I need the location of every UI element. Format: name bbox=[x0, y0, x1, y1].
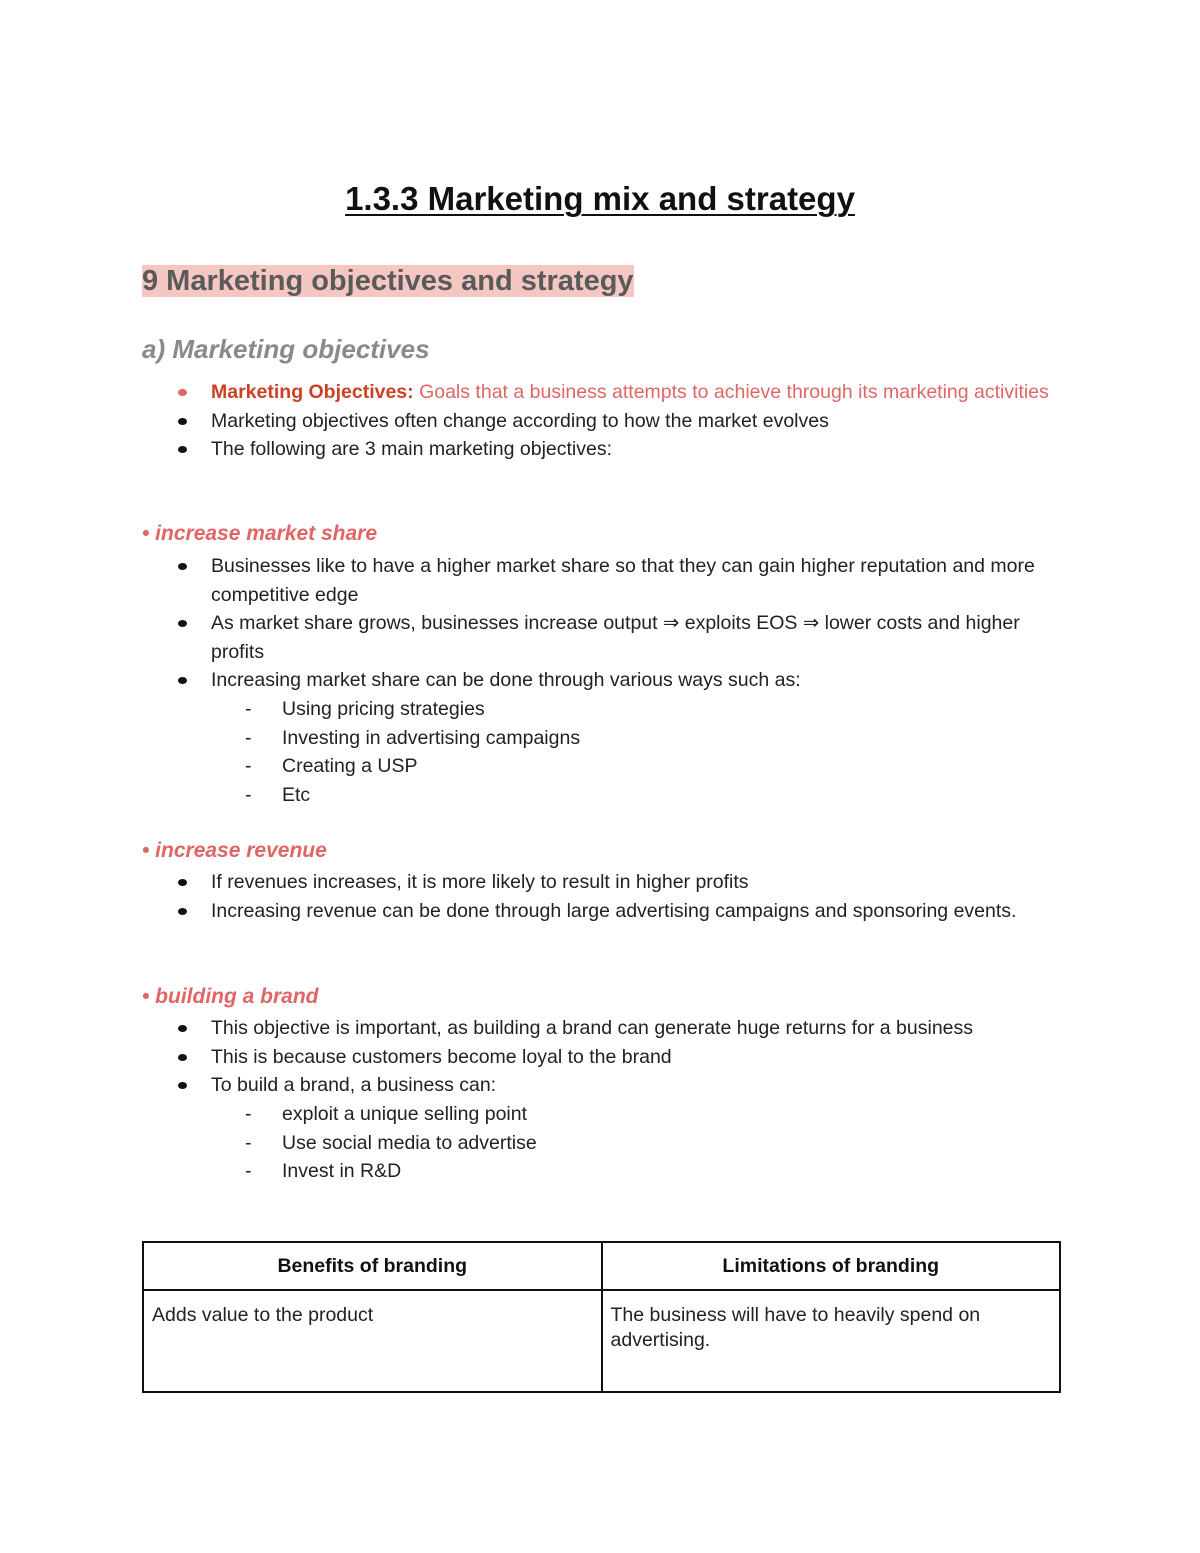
section-heading-text: 9 Marketing objectives and strategy bbox=[142, 265, 634, 297]
sub-list-item bbox=[0, 1100, 1100, 1129]
list-item-text: Increasing revenue can be done through large advertising campaigns and sponsoring events. bbox=[211, 899, 1017, 922]
list-item-text: The following are 3 main marketing objectives: bbox=[211, 438, 613, 460]
revenue-bullet-list bbox=[0, 868, 1100, 925]
list-item bbox=[0, 1043, 1071, 1072]
sub-list-item bbox=[0, 695, 1100, 724]
list-item bbox=[0, 552, 1071, 609]
list-item bbox=[0, 609, 1071, 666]
intro-bullet-list bbox=[0, 378, 1100, 464]
bullet-dot-icon bbox=[178, 879, 187, 886]
dash-marker: - bbox=[245, 726, 252, 749]
list-item-text: Increasing market share can be done through various ways such as: bbox=[211, 669, 801, 691]
dash-marker: - bbox=[245, 1131, 252, 1154]
list-item-text: This is because customers become loyal to the brand bbox=[211, 1045, 672, 1068]
list-item bbox=[0, 868, 1071, 897]
sub-list-item bbox=[0, 781, 1100, 810]
sub-list-item-text: Invest in R&D bbox=[282, 1160, 402, 1182]
dash-marker: - bbox=[245, 1103, 252, 1125]
market-share-bullet-list bbox=[0, 552, 1100, 695]
definition-term: Marketing Objectives: bbox=[211, 381, 414, 403]
topic-heading-brand: • building a brand bbox=[142, 985, 319, 1008]
dash-marker: - bbox=[245, 755, 252, 777]
table-header-benefits: Benefits of branding bbox=[143, 1242, 602, 1290]
list-item bbox=[0, 1014, 1071, 1043]
sub-list-item-text: Etc bbox=[282, 783, 311, 806]
list-item bbox=[0, 1071, 1071, 1100]
dash-marker: - bbox=[245, 698, 252, 720]
table-header-row bbox=[143, 1242, 1060, 1290]
branding-table bbox=[142, 1241, 1061, 1393]
table-row bbox=[143, 1290, 1060, 1392]
sub-list-item-text: Creating a USP bbox=[282, 755, 418, 777]
brand-sub-list bbox=[0, 1100, 1100, 1186]
bullet-dot-icon bbox=[178, 1082, 187, 1089]
list-item-text: Marketing objectives often change according to how the market evolves bbox=[211, 409, 829, 432]
bullet-dot-icon bbox=[178, 1025, 187, 1032]
bullet-dot-icon bbox=[178, 677, 187, 684]
brand-bullet-list bbox=[0, 1014, 1100, 1100]
sub-list-item-text: Using pricing strategies bbox=[282, 698, 485, 720]
sub-list-item bbox=[0, 1129, 1100, 1158]
list-item-text: To build a brand, a business can: bbox=[211, 1074, 497, 1096]
bullet-dot-icon bbox=[178, 418, 187, 425]
sub-list-item-text: Investing in advertising campaigns bbox=[282, 726, 581, 749]
list-item bbox=[0, 435, 1071, 464]
list-item-text: Businesses like to have a higher market share so that they can gain higher reputation and more competitive edge bbox=[211, 555, 1035, 606]
sub-list-item bbox=[0, 724, 1100, 753]
bullet-dot-icon bbox=[178, 389, 187, 396]
bullet-dot-icon bbox=[178, 1054, 187, 1061]
bullet-dot-icon bbox=[178, 563, 187, 570]
list-item bbox=[0, 666, 1071, 695]
sub-list-item-text: Use social media to advertise bbox=[282, 1131, 537, 1154]
market-share-sub-list bbox=[0, 695, 1100, 809]
page-title: 1.3.3 Marketing mix and strategy bbox=[345, 180, 855, 217]
sub-heading: a) Marketing objectives bbox=[142, 334, 430, 364]
list-item-text: As market share grows, businesses increase output ⇒ exploits EOS ⇒ lower costs and higher profits bbox=[211, 612, 1020, 663]
table-cell-limitation: The business will have to heavily spend on advertising. bbox=[602, 1290, 1061, 1392]
bullet-dot-icon bbox=[178, 620, 187, 627]
list-item bbox=[0, 378, 1071, 407]
topic-heading-market-share: • increase market share bbox=[142, 522, 377, 545]
bullet-dot-icon bbox=[178, 446, 187, 453]
table-header-limitations: Limitations of branding bbox=[602, 1242, 1061, 1290]
list-item bbox=[0, 897, 1071, 926]
sub-list-item bbox=[0, 752, 1100, 781]
sub-list-item bbox=[0, 1157, 1100, 1186]
section-heading bbox=[142, 263, 638, 300]
dash-marker: - bbox=[245, 783, 252, 806]
sub-list-item-text: exploit a unique selling point bbox=[282, 1103, 528, 1125]
definition-text: Goals that a business attempts to achieve through its marketing activities bbox=[413, 381, 1049, 403]
bullet-dot-icon bbox=[178, 908, 187, 915]
list-item-text: If revenues increases, it is more likely to result in higher profits bbox=[211, 871, 749, 893]
list-item-text: This objective is important, as building a brand can generate huge returns for a business bbox=[211, 1017, 974, 1039]
dash-marker: - bbox=[245, 1160, 252, 1182]
table-cell-benefit: Adds value to the product bbox=[143, 1290, 602, 1392]
list-item bbox=[0, 407, 1071, 436]
topic-heading-revenue: • increase revenue bbox=[142, 839, 327, 862]
